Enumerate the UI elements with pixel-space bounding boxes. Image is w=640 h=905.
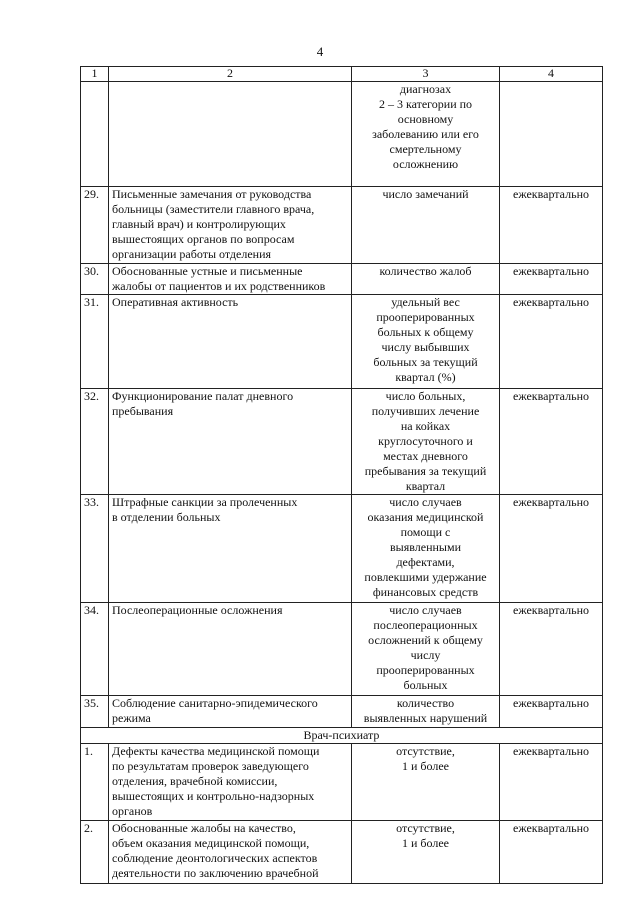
row-name: Функционирование палат дневного пребывания <box>109 389 352 495</box>
row-number: 30. <box>81 264 109 295</box>
row-number: 29. <box>81 187 109 264</box>
row-period: ежеквартально <box>500 495 603 603</box>
section-header <box>81 728 603 744</box>
row-period: ежеквартально <box>500 821 603 884</box>
table-row <box>81 495 603 603</box>
row-period: ежеквартально <box>500 603 603 696</box>
row-measure: количество жалоб <box>352 264 500 295</box>
header-col-4: 4 <box>500 67 603 82</box>
row-period: ежеквартально <box>500 389 603 495</box>
row-measure: число больных, получивших лечение на койках круглосуточного и местах дневного пребывания за текущий квартал <box>352 389 500 495</box>
row-number: 2. <box>81 821 109 884</box>
row-measure: отсутствие, 1 и более <box>352 744 500 821</box>
header-col-2: 2 <box>109 67 352 82</box>
table-row <box>81 696 603 728</box>
row-measure: удельный вес прооперированных больных к общему числу выбывших больных за текущий квартал (%) <box>352 295 500 389</box>
row-name <box>109 82 352 187</box>
row-name: Письменные замечания от руководства больницы (заместители главного врача, главный врач) и контролирующих вышестоящих органов по вопросам организации работы отделения <box>109 187 352 264</box>
row-name: Дефекты качества медицинской помощи по результатам проверок заведующего отделения, врачебной комиссии, вышестоящих и контрольно-надзорных органов <box>109 744 352 821</box>
row-name: Обоснованные устные и письменные жалобы от пациентов и их родственников <box>109 264 352 295</box>
table-row <box>81 187 603 264</box>
table-row-continuation <box>81 82 603 187</box>
row-period: ежеквартально <box>500 187 603 264</box>
row-name: Оперативная активность <box>109 295 352 389</box>
row-number: 32. <box>81 389 109 495</box>
row-measure: число замечаний <box>352 187 500 264</box>
page-number: 4 <box>316 44 324 59</box>
row-number: 35. <box>81 696 109 728</box>
row-period: ежеквартально <box>500 696 603 728</box>
table-row <box>81 264 603 295</box>
row-measure: число случаев оказания медицинской помощи с выявленными дефектами, повлекшими удержание финансовых средств <box>352 495 500 603</box>
table-row <box>81 744 603 821</box>
row-name: Послеоперационные осложнения <box>109 603 352 696</box>
section-title: Врач-психиатр <box>81 728 603 744</box>
row-number: 31. <box>81 295 109 389</box>
table-row <box>81 295 603 389</box>
indicators-table <box>80 66 603 884</box>
header-col-1: 1 <box>81 67 109 82</box>
row-name: Штрафные санкции за пролеченных в отделении больных <box>109 495 352 603</box>
row-period: ежеквартально <box>500 264 603 295</box>
row-measure: число случаев послеоперационных осложнений к общему числу прооперированных больных <box>352 603 500 696</box>
row-name: Соблюдение санитарно-эпидемического режима <box>109 696 352 728</box>
row-number: 1. <box>81 744 109 821</box>
table-row <box>81 389 603 495</box>
row-number: 34. <box>81 603 109 696</box>
row-measure: диагнозах 2 – 3 категории по основному заболеванию или его смертельному осложнению <box>352 82 500 187</box>
table-row <box>81 821 603 884</box>
header-col-3: 3 <box>352 67 500 82</box>
row-period <box>500 82 603 187</box>
row-number <box>81 82 109 187</box>
row-period: ежеквартально <box>500 744 603 821</box>
table-header <box>81 67 603 82</box>
row-name: Обоснованные жалобы на качество, объем оказания медицинской помощи, соблюдение деонтологических аспектов деятельности по заключению врачебной <box>109 821 352 884</box>
row-measure: количество выявленных нарушений <box>352 696 500 728</box>
row-number: 33. <box>81 495 109 603</box>
table-row <box>81 603 603 696</box>
row-measure: отсутствие, 1 и более <box>352 821 500 884</box>
row-period: ежеквартально <box>500 295 603 389</box>
